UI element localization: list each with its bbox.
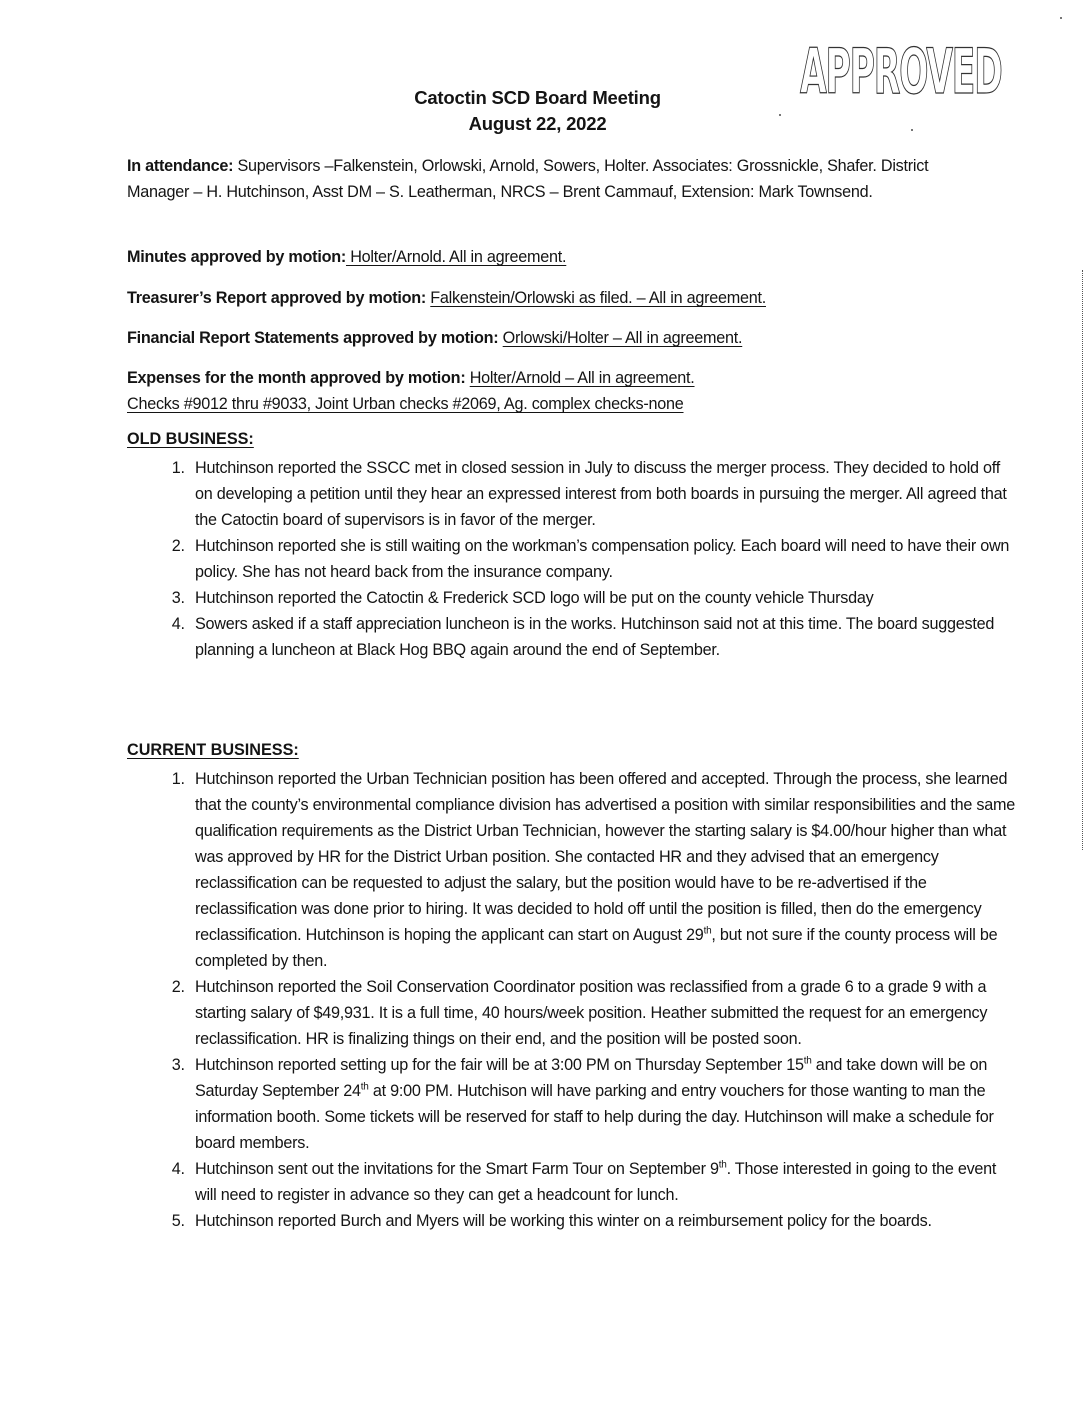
list-item: 2. Hutchinson reported she is still waiting on the workman’s compensation policy. Each board will need to have their own policy. She has not heard back from the insurance company. bbox=[189, 533, 1019, 585]
list-item: 1. Hutchinson reported the SSCC met in closed session in July to discuss the merger process. They decided to hold off on developing a petition until they hear an expressed interest from both boards in pursuing the merger. All agreed that the Catoctin board of supervisors is in favor of the merger. bbox=[189, 455, 1019, 533]
motion-value: Holter/Arnold. All in agreement. bbox=[345, 248, 567, 266]
motion-label: Minutes approved by motion: bbox=[127, 248, 346, 266]
list-item: 4. Sowers asked if a staff appreciation luncheon is in the works. Hutchinson said not at this time. The board suggested planning a luncheon at Black Hog BBQ again around the end of September. bbox=[189, 611, 1019, 663]
current-business-heading: CURRENT BUSINESS: bbox=[127, 741, 299, 759]
motion-value: Falkenstein/Orlowski as filed. – All in agreement. bbox=[430, 289, 766, 307]
financial-motion bbox=[127, 325, 957, 351]
scan-speck bbox=[779, 114, 781, 116]
scan-speck bbox=[911, 129, 913, 131]
meeting-date: August 22, 2022 bbox=[468, 113, 607, 134]
motion-label: Expenses for the month approved by motion: bbox=[127, 369, 466, 387]
list-item: 5. Hutchinson reported Burch and Myers will be working this winter on a reimbursement policy for the boards. bbox=[189, 1208, 1019, 1234]
old-business-list bbox=[127, 455, 1019, 663]
old-business-heading: OLD BUSINESS: bbox=[127, 430, 254, 448]
treasurer-motion bbox=[127, 285, 957, 311]
minutes-motion bbox=[127, 244, 957, 270]
attendance-paragraph bbox=[127, 153, 957, 205]
scan-speck bbox=[1060, 17, 1062, 19]
scan-edge-artifact bbox=[1082, 270, 1084, 850]
list-item: 2. Hutchinson reported the Soil Conservation Coordinator position was reclassified from a grade 6 to a grade 9 with a starting salary of $49,931. It is a full time, 40 hours/week position. Heather submitted the request for an emergency reclassification. HR is finalizing things on their end, and the position will be posted soon. bbox=[189, 974, 1019, 1052]
approved-stamp: APPROVED bbox=[800, 35, 1002, 108]
list-item: 4. Hutchinson sent out the invitations for the Smart Farm Tour on September 9th. Those interested in going to the event will need to register in advance so they can get a headcount for lunch. bbox=[189, 1156, 1019, 1208]
checks-list: Checks #9012 thru #9033, Joint Urban checks #2069, Ag. complex checks-none bbox=[127, 395, 684, 413]
expenses-motion bbox=[127, 365, 957, 417]
document-title: Catoctin SCD Board Meeting bbox=[414, 87, 661, 108]
attendance-text: Supervisors –Falkenstein, Orlowski, Arnold, Sowers, Holter. Associates: Grossnickle, Shafer. District Manager – H. Hutchinson, Asst DM – S. Leatherman, NRCS – Brent Cammauf, Extension: Mark Townsend. bbox=[127, 157, 929, 201]
motion-value: Orlowski/Holter – All in agreement. bbox=[502, 329, 743, 347]
list-item: 3. Hutchinson reported setting up for the fair will be at 3:00 PM on Thursday September 15th and take down will be on Saturday September 24th at 9:00 PM. Hutchison will have parking and entry vouchers for those wanting to man the information booth. Some tickets will be reserved for staff to help during the day. Hutchinson will make a schedule for board members. bbox=[189, 1052, 1019, 1156]
attendance-label: In attendance: bbox=[127, 157, 234, 175]
current-business-list bbox=[127, 766, 1019, 1234]
motion-value: Holter/Arnold – All in agreement. bbox=[469, 369, 695, 387]
list-item: 1. Hutchinson reported the Urban Technician position has been offered and accepted. Through the process, she learned that the county’s environmental compliance division has advertised a position with similar responsibilities and the same qualification requirements as the District Urban Technician, however the starting salary is $4.00/hour higher than what was approved by HR for the District Urban position. She contacted HR and they advised that an emergency reclassification can be requested to adjust the salary, but the position would have to be re-advertised if the reclassification was done prior to hiring. It was decided to hold off until the position is filled, then do the emergency reclassification. Hutchinson is hoping the applicant can start on August 29th, but not sure if the county process will be completed by then. bbox=[189, 766, 1019, 974]
motion-label: Treasurer’s Report approved by motion: bbox=[127, 289, 427, 307]
motion-label: Financial Report Statements approved by motion: bbox=[127, 329, 499, 347]
list-item: 3. Hutchinson reported the Catoctin & Frederick SCD logo will be put on the county vehicle Thursday bbox=[189, 585, 1019, 611]
